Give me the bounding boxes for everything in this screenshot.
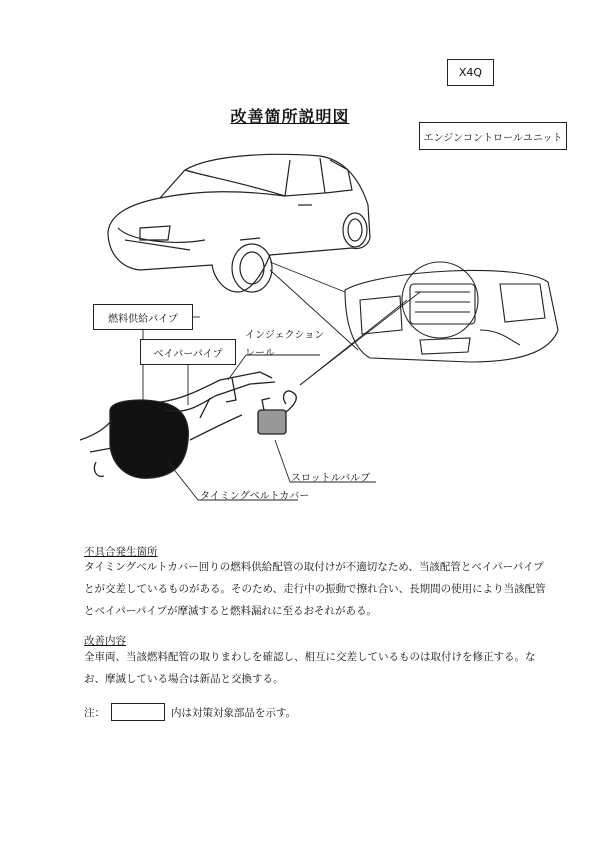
note-line (84, 703, 296, 721)
note-sample-box (111, 703, 165, 721)
car-illustration (108, 154, 370, 292)
engine-bay-illustration (345, 262, 558, 362)
fix-heading: 改善内容 (84, 635, 126, 647)
defect-text: タイミングベルトカバー回りの燃料供給配管の取付けが不適切なため、当該配管とベイパーパイプとが交差しているものがある。そのため、走行中の振動で擦れ合い、長期間の使用により当該配管とベイパーパイプが摩滅すると燃料漏れに至るおそれがある。 (84, 561, 546, 617)
injection-rail-label-line1: インジェクション (245, 330, 325, 341)
timing-belt-cover-label: タイミングベルトカバー (200, 491, 310, 502)
vapor-pipe-label-box: ベイパーパイプ (140, 339, 236, 365)
fuel-pipe-label-box: 燃料供給パイプ (93, 304, 193, 330)
injection-rail-label (245, 327, 324, 363)
note-prefix: 注： (84, 706, 105, 719)
document-code-box: X4Q (447, 59, 494, 86)
injection-rail-label-line2: レール (245, 348, 275, 359)
page-title: 改善箇所説明図 (230, 107, 350, 126)
fix-text: 全車両、当該燃料配管の取りまわしを確認し、相互に交差しているものは取付けを修正する。なお、摩滅している場合は新品と交換する。 (84, 651, 536, 685)
note-suffix: 内は対策対象部品を示す。 (171, 706, 297, 719)
ecu-label-box: エンジンコントロールユニット (419, 122, 567, 150)
throttle-valve-label: スロットルバルブ (291, 473, 371, 484)
defect-heading: 不具合発生箇所 (84, 546, 158, 558)
